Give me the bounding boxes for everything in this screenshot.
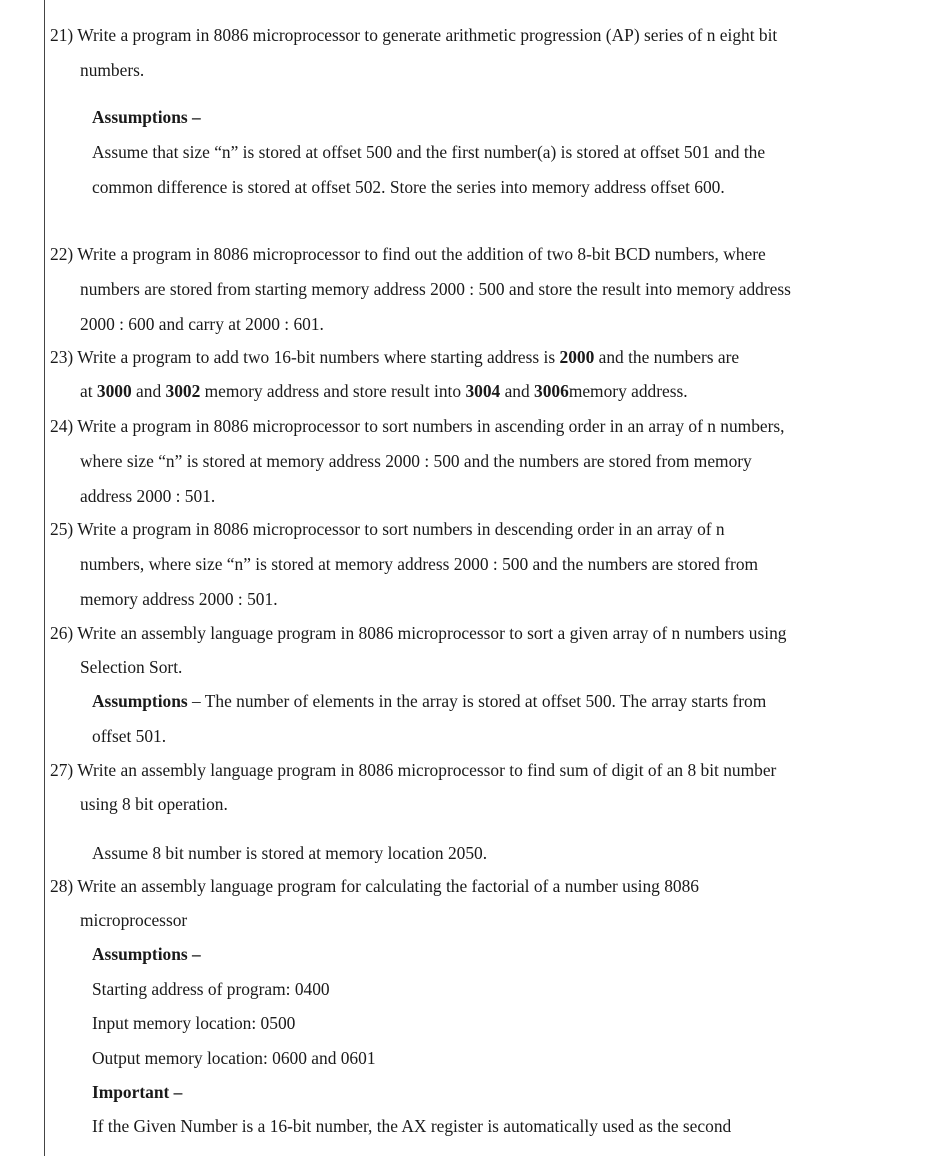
q21-number: 21) — [50, 25, 74, 45]
q24-line-1 — [50, 415, 785, 437]
q27-number: 27) — [50, 760, 74, 780]
q27-note: Assume 8 bit number is stored at memory location 2050. — [92, 843, 488, 863]
q28-important-label: Important – — [92, 1082, 183, 1102]
q24-number: 24) — [50, 416, 74, 436]
q22-line-2: numbers are stored from starting memory address 2000 : 500 and store the result into memory address — [80, 279, 791, 299]
q26-line-1 — [50, 622, 786, 644]
q28-text: Write an assembly language program for calculating the factorial of a number using 8086 — [77, 876, 700, 896]
q26-assumptions-line-2: offset 501. — [92, 726, 167, 746]
q28-line-1 — [50, 875, 699, 897]
q27-line-1 — [50, 759, 776, 781]
q21-line-1 — [50, 24, 777, 46]
q25-text: Write a program in 8086 microprocessor to sort numbers in descending order in an array of n — [77, 519, 725, 539]
q24-line-2: where size “n” is stored at memory address 2000 : 500 and the numbers are stored from memory — [80, 451, 752, 471]
q26-assumptions-line-1: Assumptions – The number of elements in the array is stored at offset 500. The array starts from — [92, 691, 767, 711]
q21-assumptions-line-2: common difference is stored at offset 502. Store the series into memory address offset 600. — [92, 177, 725, 197]
q23-number: 23) — [50, 347, 74, 367]
q25-line-1 — [50, 518, 725, 540]
q21-assumptions-line-1: Assume that size “n” is stored at offset 500 and the first number(a) is stored at offset 501 and the — [92, 142, 766, 162]
q22-line-3: 2000 : 600 and carry at 2000 : 601. — [80, 314, 324, 334]
q25-line-3: memory address 2000 : 501. — [80, 589, 278, 609]
q25-line-2: numbers, where size “n” is stored at memory address 2000 : 500 and the numbers are stored from — [80, 554, 759, 574]
q24-text: Write a program in 8086 microprocessor to sort numbers in ascending order in an array of n numbers, — [77, 416, 785, 436]
q23-line-1: 23) Write a program to add two 16-bit numbers where starting address is 2000 and the numbers are — [50, 347, 740, 367]
q24-line-3: address 2000 : 501. — [80, 486, 216, 506]
q28-start-address: Starting address of program: 0400 — [92, 979, 330, 999]
q22-line-1 — [50, 243, 766, 265]
q21-line-2: numbers. — [80, 60, 145, 80]
q22-text: Write a program in 8086 microprocessor to find out the addition of two 8-bit BCD numbers, where — [77, 244, 766, 264]
q22-number: 22) — [50, 244, 74, 264]
q21-assumptions-label: Assumptions – — [92, 107, 201, 127]
q26-line-2: Selection Sort. — [80, 657, 183, 677]
q26-number: 26) — [50, 623, 74, 643]
q27-line-2: using 8 bit operation. — [80, 794, 228, 814]
q28-line-2: microprocessor — [80, 910, 188, 930]
q28-assumptions-label: Assumptions – — [92, 944, 201, 964]
q28-input-location: Input memory location: 0500 — [92, 1013, 296, 1033]
q28-number: 28) — [50, 876, 74, 896]
q23-line-2: at 3000 and 3002 memory address and store result into 3004 and 3006memory address. — [80, 381, 688, 401]
left-margin-rule — [44, 0, 45, 1156]
q26-text: Write an assembly language program in 8086 microprocessor to sort a given array of n numbers using — [77, 623, 787, 643]
q28-important-text: If the Given Number is a 16-bit number, the AX register is automatically used as the second — [92, 1116, 732, 1136]
q21-text: Write a program in 8086 microprocessor to generate arithmetic progression (AP) series of n eight bit — [77, 25, 778, 45]
q27-text: Write an assembly language program in 8086 microprocessor to find sum of digit of an 8 bit number — [77, 760, 777, 780]
q25-number: 25) — [50, 519, 74, 539]
q28-output-location: Output memory location: 0600 and 0601 — [92, 1048, 376, 1068]
